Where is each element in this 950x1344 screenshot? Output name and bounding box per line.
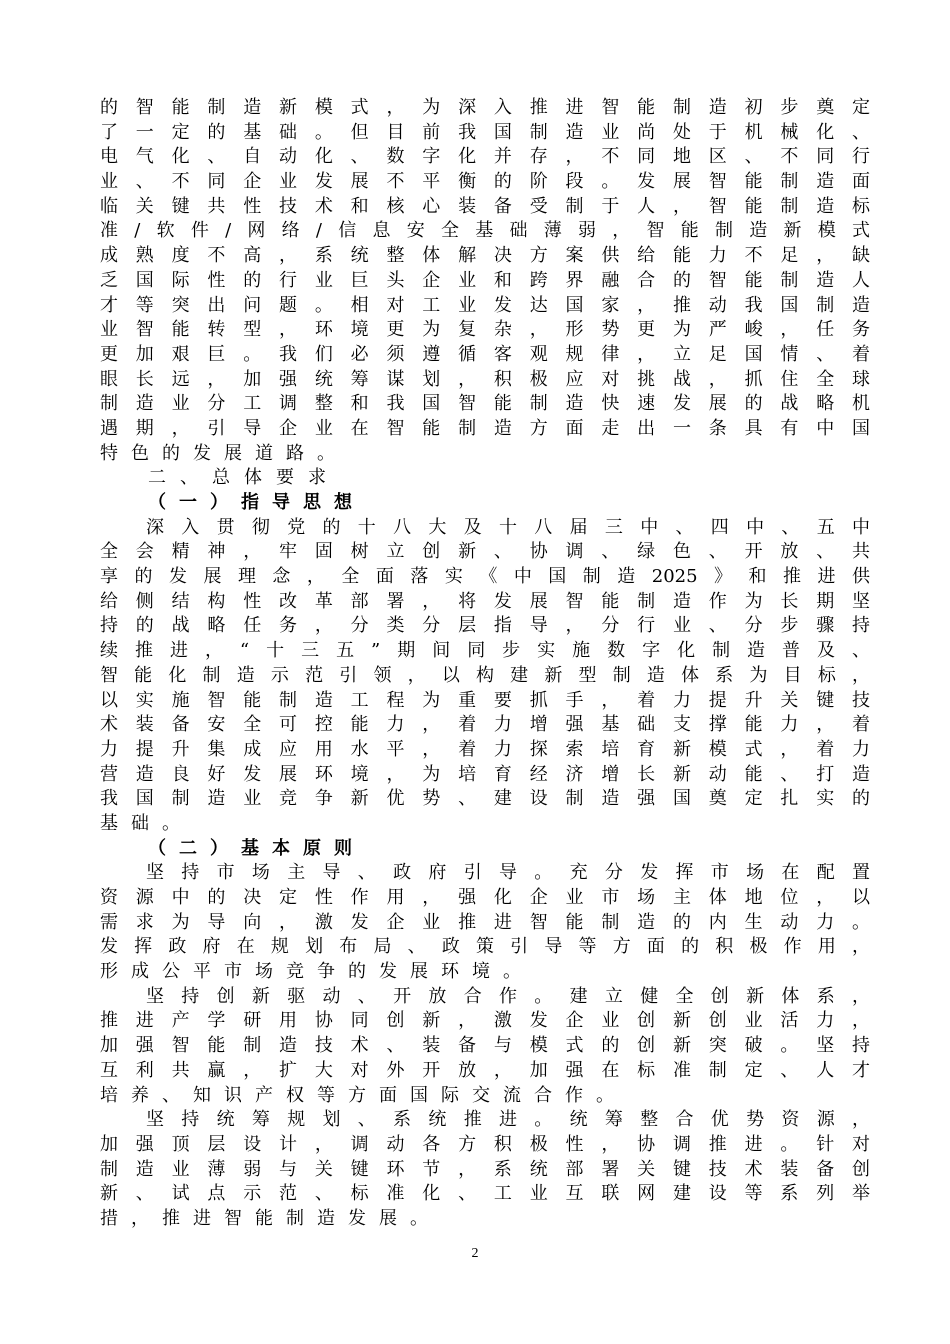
text-line: 电气化、自动化、数字化并存，不同地区、不同行 <box>100 146 870 168</box>
text-line: 全会精神，牢固树立创新、协调、绿色、开放、共 <box>100 541 870 563</box>
text-line: 更加艰巨。我们必须遵循客观规律，立足国情、着 <box>100 343 870 365</box>
text-line: 临关键共性技术和核心装备受制于人，智能制造标 <box>100 195 870 217</box>
text-line: 以实施智能制造工程为重要抓手，着力提升关键技 <box>100 689 870 711</box>
text-line: 智能化制造示范引领，以构建新型制造体系为目标， <box>100 664 870 686</box>
text-line: 成熟度不高，系统整体解决方案供给能力不足，缺 <box>100 245 870 267</box>
text-line: 力提升集成应用水平，着力探索培育新模式，着力 <box>100 738 870 760</box>
text-line: 乏国际性的行业巨头企业和跨界融合的智能制造人 <box>100 269 870 291</box>
paragraph-first-line: 坚持统筹规划、系统推进。统筹整合优势资源， <box>146 1109 870 1131</box>
text-line: 发挥政府在规划布局、政策引导等方面的积极作用， <box>100 936 870 958</box>
text-line: 才等突出问题。相对工业发达国家，推动我国制造 <box>100 294 870 316</box>
text-line: 了一定的基础。但目前我国制造业尚处于机械化、 <box>100 121 870 143</box>
text-line: 需求为导向，激发企业推进智能制造的内生动力。 <box>100 911 870 933</box>
text-line: 续推进，“十三五”期间同步实施数字化制造普及、 <box>100 640 870 662</box>
paragraph-first-line: 深入贯彻党的十八大及十八届三中、四中、五中 <box>146 516 870 538</box>
text-line: 准/软件/网络/信息安全基础薄弱，智能制造新模式 <box>100 220 870 242</box>
paragraph-first-line: 坚持市场主导、政府引导。充分发挥市场在配置 <box>146 862 870 884</box>
page-number: 2 <box>471 1246 479 1261</box>
subsection-heading: （一）指导思想 <box>148 492 365 513</box>
text-line: 眼长远，加强统筹谋划，积极应对挑战，抓住全球 <box>100 368 870 390</box>
text-line: 的智能制造新模式，为深入推进智能制造初步奠定 <box>100 97 870 118</box>
text-line: 推进产学研用协同创新，激发企业创新创业活力， <box>100 1010 870 1032</box>
text-line: 术装备安全可控能力，着力增强基础支撑能力，着 <box>100 714 870 736</box>
paragraph-last-line: 基础。 <box>100 812 193 834</box>
paragraph-first-line: 坚持创新驱动、开放合作。建立健全创新体系， <box>146 985 870 1007</box>
text-line: 业智能转型，环境更为复杂，形势更为严峻，任务 <box>100 319 870 341</box>
subsection-heading: （二）基本原则 <box>148 837 365 859</box>
text-line: 制造业薄弱与关键环节，系统部署关键技术装备创 <box>100 1158 870 1180</box>
paragraph-last-line: 措，推进智能制造发展。 <box>100 1207 441 1229</box>
text-line: 资源中的决定性作用，强化企业市场主体地位，以 <box>100 887 870 908</box>
text-line: 业、不同企业发展不平衡的阶段。发展智能制造面 <box>100 171 870 193</box>
text-line: 我国制造业竞争新优势、建设制造强国奠定扎实的 <box>100 788 870 810</box>
text-line: 遇期，引导企业在智能制造方面走出一条具有中国 <box>100 417 870 439</box>
text-line: 加强顶层设计，调动各方积极性，协调推进。针对 <box>100 1133 870 1155</box>
text-line: 互利共赢，扩大对外开放，加强在标准制定、人才 <box>100 1059 870 1081</box>
text-line: 营造良好发展环境，为培育经济增长新动能、打造 <box>100 763 870 785</box>
text-line: 给侧结构性改革部署，将发展智能制造作为长期坚 <box>100 590 870 612</box>
paragraph-last-line: 特色的发展道路。 <box>100 442 348 464</box>
document-body <box>100 96 870 1232</box>
text-line: 制造业分工调整和我国智能制造快速发展的战略机 <box>100 393 870 415</box>
text-line: 持的战略任务，分类分层指导，分行业、分步骤持 <box>100 615 870 637</box>
text-line: 享的发展理念，全面落实《中国制造2025》和推进供 <box>100 566 870 588</box>
text-line: 加强智能制造技术、装备与模式的创新突破。坚持 <box>100 1035 870 1057</box>
paragraph-last-line: 形成公平市场竞争的发展环境。 <box>100 961 534 983</box>
text-line: 新、试点示范、标准化、工业互联网建设等系列举 <box>100 1183 870 1205</box>
section-heading: 二、总体要求 <box>148 467 340 489</box>
paragraph-last-line: 培养、知识产权等方面国际交流合作。 <box>100 1084 627 1106</box>
